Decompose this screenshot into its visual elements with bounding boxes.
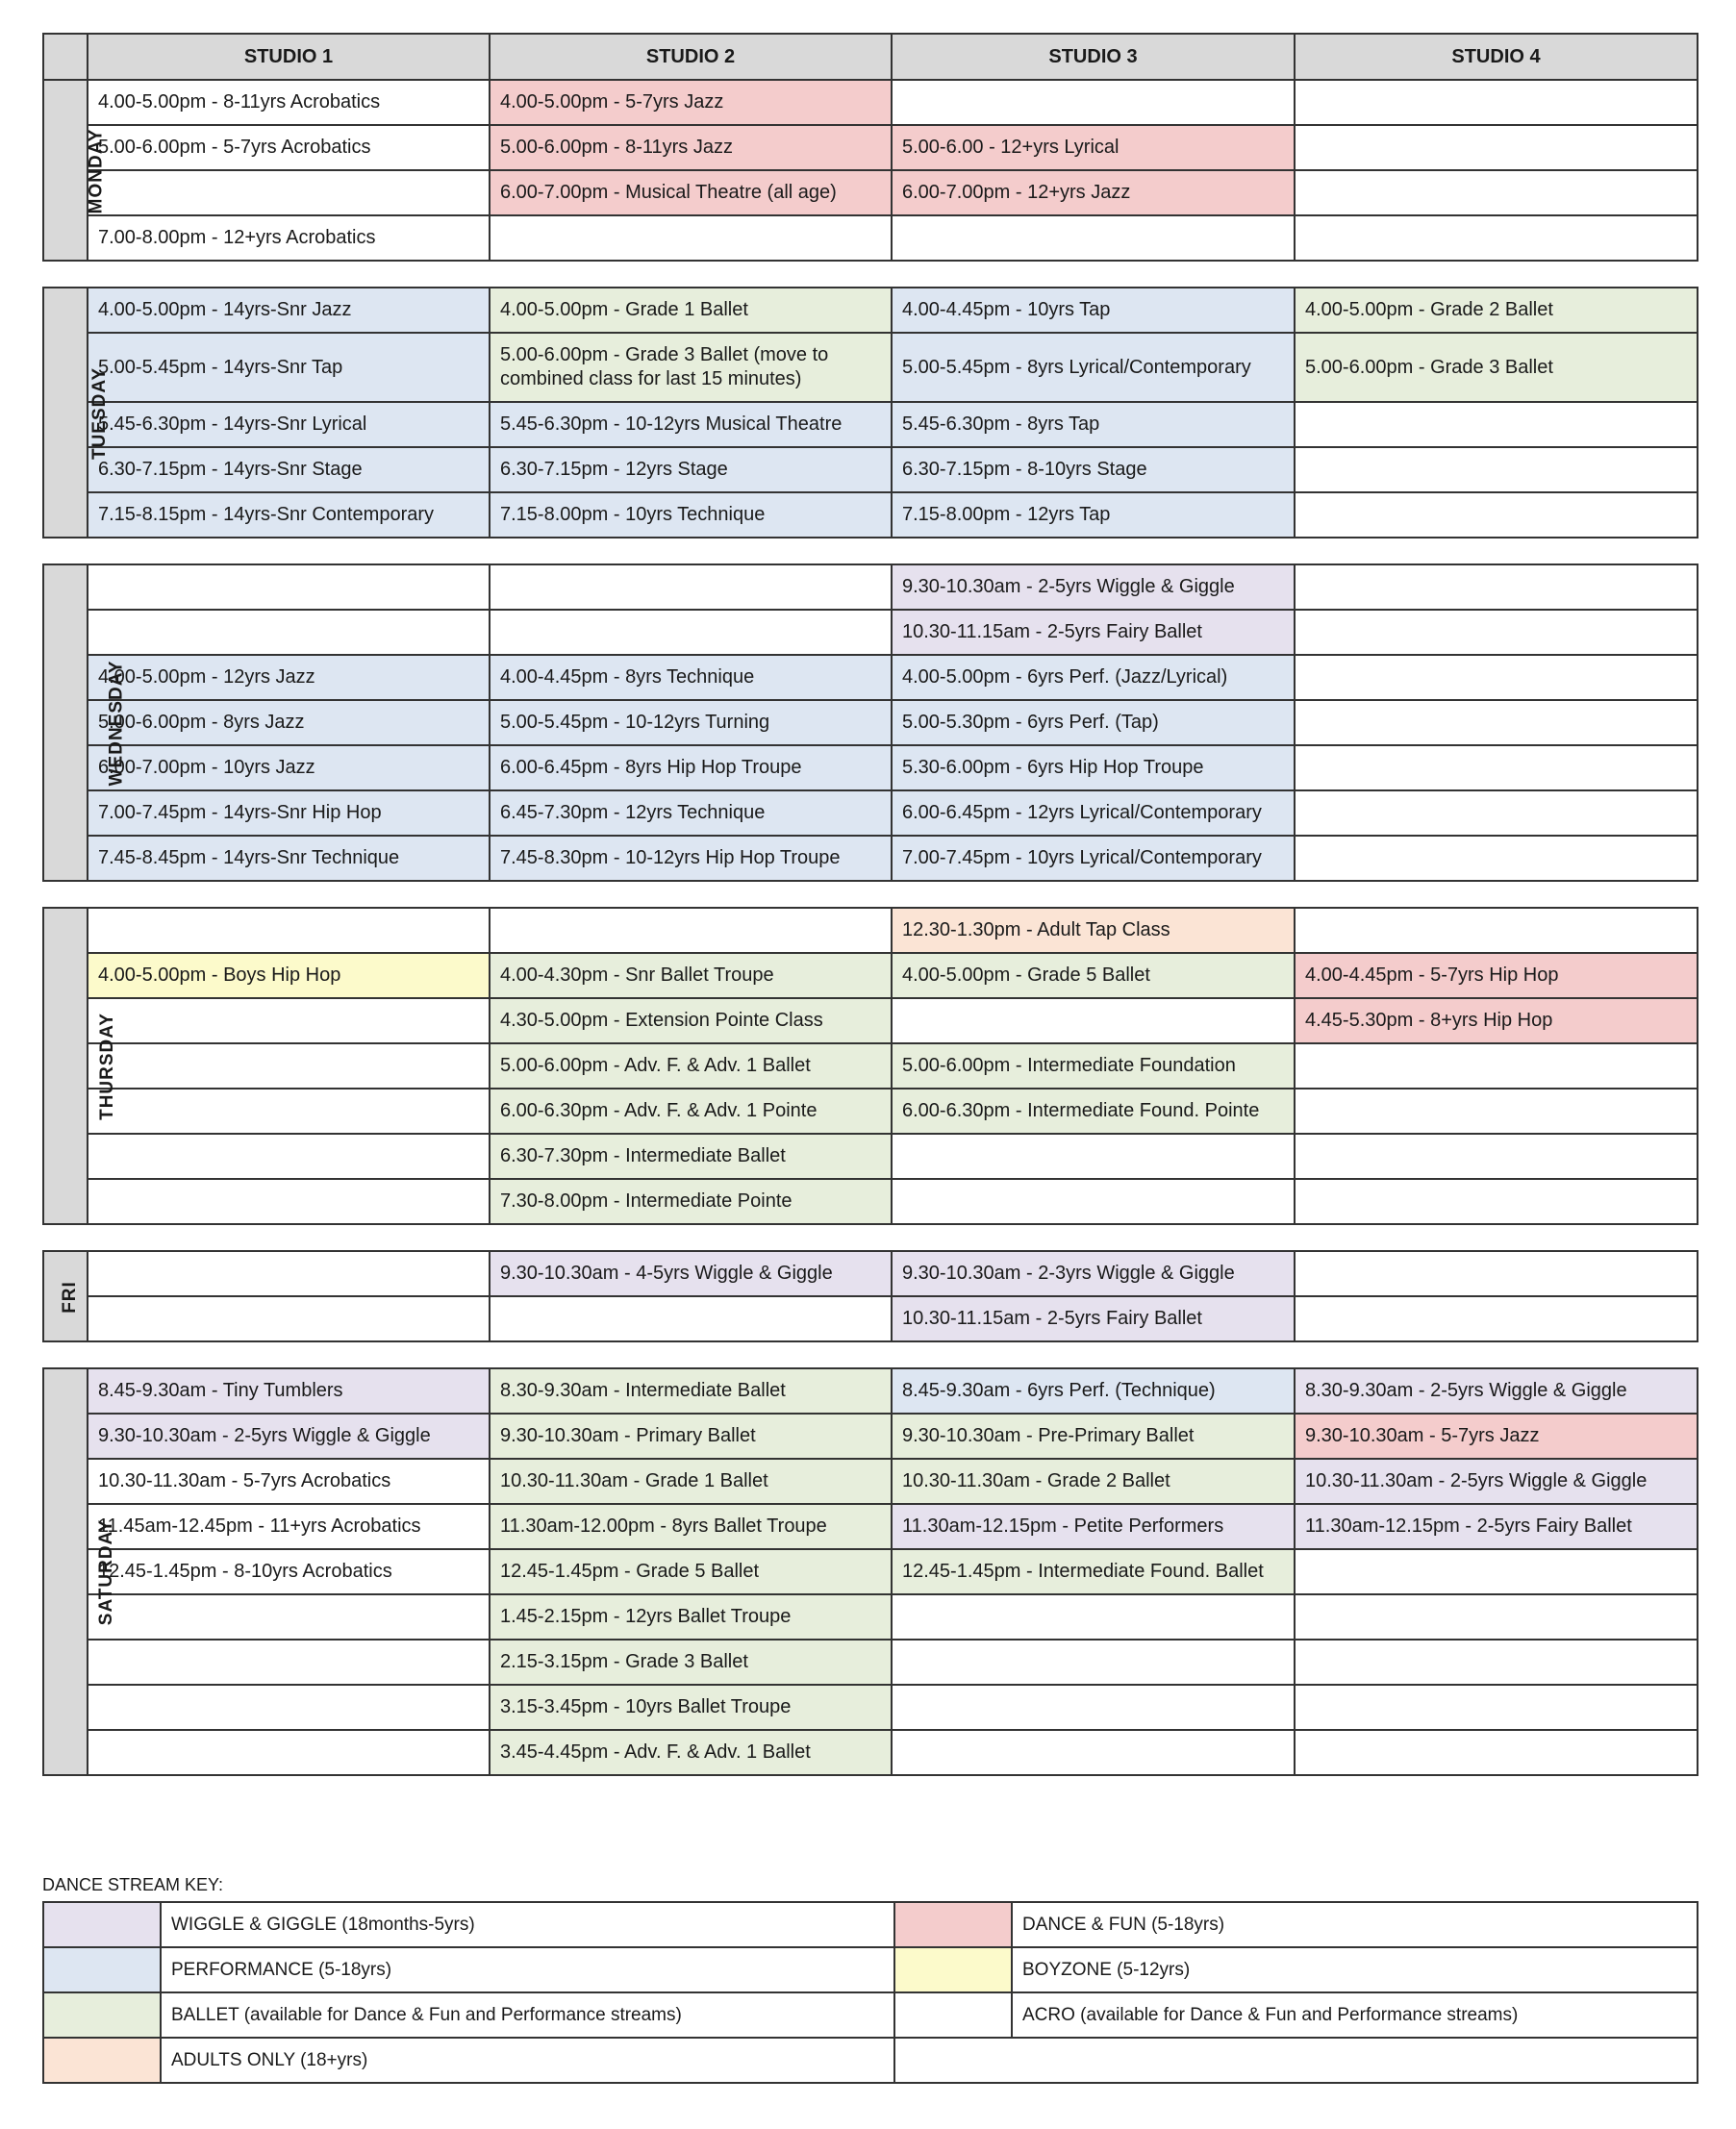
class-slot	[1295, 447, 1698, 492]
class-row	[43, 447, 1698, 492]
class-row	[43, 908, 1698, 953]
class-slot: 5.45-6.30pm - 10-12yrs Musical Theatre	[490, 402, 892, 447]
day-label-cell	[43, 564, 127, 881]
class-slot	[1295, 610, 1698, 655]
separator-cell	[43, 1341, 1698, 1368]
day-label-cell	[43, 80, 107, 261]
class-slot: 4.00-4.45pm - 5-7yrs Hip Hop	[1295, 953, 1698, 998]
class-slot: 5.00-6.00pm - Grade 3 Ballet	[1295, 333, 1698, 402]
key-label: BOYZONE (5-12yrs)	[1012, 1947, 1698, 1992]
class-slot	[88, 610, 490, 655]
class-row	[43, 170, 1698, 215]
class-slot	[1295, 215, 1698, 261]
class-row	[43, 1134, 1698, 1179]
class-slot: 6.00-6.30pm - Adv. F. & Adv. 1 Pointe	[490, 1089, 892, 1134]
class-slot: 6.00-6.45pm - 8yrs Hip Hop Troupe	[490, 745, 892, 790]
class-slot: 7.00-7.45pm - 14yrs-Snr Hip Hop	[88, 790, 490, 836]
class-slot	[1295, 908, 1698, 953]
class-slot: 12.45-1.45pm - Intermediate Found. Ballet	[892, 1549, 1295, 1594]
class-slot: 9.30-10.30am - 4-5yrs Wiggle & Giggle	[490, 1251, 892, 1296]
separator-cell	[43, 261, 1698, 288]
class-slot	[892, 1730, 1295, 1775]
separator-cell	[43, 881, 1698, 908]
class-slot: 8.45-9.30am - Tiny Tumblers	[88, 1368, 490, 1414]
class-slot: 6.00-7.00pm - 10yrs Jazz	[88, 745, 490, 790]
class-slot	[88, 1179, 490, 1224]
key-label: WIGGLE & GIGGLE (18months-5yrs)	[161, 1902, 894, 1947]
class-slot: 5.00-6.00pm - Grade 3 Ballet (move to combined class for last 15 minutes)	[490, 333, 892, 402]
class-slot: 7.00-7.45pm - 10yrs Lyrical/Contemporary	[892, 836, 1295, 881]
class-row	[43, 745, 1698, 790]
class-slot: 9.30-10.30am - 2-3yrs Wiggle & Giggle	[892, 1251, 1295, 1296]
class-slot	[1295, 564, 1698, 610]
class-slot	[892, 1594, 1295, 1640]
class-row	[43, 80, 1698, 125]
class-slot: 3.45-4.45pm - Adv. F. & Adv. 1 Ballet	[490, 1730, 892, 1775]
separator-cell	[43, 538, 1698, 564]
class-slot: 9.30-10.30am - Primary Ballet	[490, 1414, 892, 1459]
class-slot	[88, 1043, 490, 1089]
class-row	[43, 610, 1698, 655]
class-row	[43, 836, 1698, 881]
key-label: ACRO (available for Dance & Fun and Performance streams)	[1012, 1992, 1698, 2038]
class-slot: 10.30-11.15am - 2-5yrs Fairy Ballet	[892, 1296, 1295, 1341]
class-slot: 7.45-8.30pm - 10-12yrs Hip Hop Troupe	[490, 836, 892, 881]
class-slot: 5.00-6.00pm - Adv. F. & Adv. 1 Ballet	[490, 1043, 892, 1089]
class-slot: 5.00-5.45pm - 8yrs Lyrical/Contemporary	[892, 333, 1295, 402]
key-swatch	[894, 1947, 1012, 1992]
class-slot: 8.30-9.30am - 2-5yrs Wiggle & Giggle	[1295, 1368, 1698, 1414]
class-slot: 4.00-5.00pm - Boys Hip Hop	[88, 953, 490, 998]
class-row	[43, 1640, 1698, 1685]
class-slot	[88, 1730, 490, 1775]
class-slot: 6.00-7.00pm - 12+yrs Jazz	[892, 170, 1295, 215]
class-slot	[88, 1640, 490, 1685]
class-slot	[1295, 1296, 1698, 1341]
day-separator	[43, 881, 1698, 908]
class-slot: 7.45-8.45pm - 14yrs-Snr Technique	[88, 836, 490, 881]
class-slot	[88, 908, 490, 953]
day-label: SATURDAY	[96, 1518, 117, 1626]
class-slot: 4.00-5.00pm - 8-11yrs Acrobatics	[88, 80, 490, 125]
class-slot: 2.15-3.15pm - Grade 3 Ballet	[490, 1640, 892, 1685]
key-swatch	[894, 1992, 1012, 2038]
class-slot	[1295, 1685, 1698, 1730]
class-slot: 12.45-1.45pm - Grade 5 Ballet	[490, 1549, 892, 1594]
day-label: WEDNESDAY	[106, 660, 127, 787]
day-label-cell	[43, 288, 111, 538]
class-slot: 4.00-5.00pm - 14yrs-Snr Jazz	[88, 288, 490, 333]
key-swatch	[43, 2038, 161, 2083]
class-slot: 11.30am-12.15pm - 2-5yrs Fairy Ballet	[1295, 1504, 1698, 1549]
key-swatch	[894, 1902, 1012, 1947]
class-slot: 7.15-8.00pm - 12yrs Tap	[892, 492, 1295, 538]
class-slot: 4.00-5.00pm - 6yrs Perf. (Jazz/Lyrical)	[892, 655, 1295, 700]
class-slot: 7.15-8.15pm - 14yrs-Snr Contemporary	[88, 492, 490, 538]
class-slot	[490, 610, 892, 655]
class-slot: 5.00-5.45pm - 14yrs-Snr Tap	[88, 333, 490, 402]
day-separator	[43, 1341, 1698, 1368]
class-slot: 7.00-8.00pm - 12+yrs Acrobatics	[88, 215, 490, 261]
class-row	[43, 1043, 1698, 1089]
class-slot: 6.30-7.15pm - 8-10yrs Stage	[892, 447, 1295, 492]
class-row	[43, 1179, 1698, 1224]
day-label: FRI	[59, 1280, 80, 1314]
class-slot	[892, 80, 1295, 125]
class-slot: 8.45-9.30am - 6yrs Perf. (Technique)	[892, 1368, 1295, 1414]
class-slot: 5.00-6.00 - 12+yrs Lyrical	[892, 125, 1295, 170]
class-slot	[892, 1134, 1295, 1179]
class-slot: 5.00-6.00pm - 5-7yrs Acrobatics	[88, 125, 490, 170]
class-row	[43, 998, 1698, 1043]
day-label: THURSDAY	[96, 1013, 117, 1120]
class-slot	[1295, 790, 1698, 836]
class-slot	[1295, 1179, 1698, 1224]
class-slot	[892, 1179, 1295, 1224]
class-slot: 7.15-8.00pm - 10yrs Technique	[490, 492, 892, 538]
class-slot: 4.30-5.00pm - Extension Pointe Class	[490, 998, 892, 1043]
class-slot	[88, 564, 490, 610]
class-slot: 6.00-6.30pm - Intermediate Found. Pointe	[892, 1089, 1295, 1134]
header-corner	[43, 34, 88, 80]
day-label-cell	[43, 1251, 88, 1341]
class-slot: 6.30-7.15pm - 12yrs Stage	[490, 447, 892, 492]
class-slot: 6.30-7.30pm - Intermediate Ballet	[490, 1134, 892, 1179]
class-slot: 9.30-10.30am - Pre-Primary Ballet	[892, 1414, 1295, 1459]
class-slot	[88, 1089, 490, 1134]
class-slot	[490, 1296, 892, 1341]
class-slot	[88, 1594, 490, 1640]
class-slot: 10.30-11.30am - Grade 1 Ballet	[490, 1459, 892, 1504]
key-swatch	[43, 1902, 161, 1947]
class-slot	[88, 1685, 490, 1730]
class-slot: 5.00-6.00pm - Intermediate Foundation	[892, 1043, 1295, 1089]
class-row	[43, 333, 1698, 402]
day-label: TUESDAY	[89, 366, 111, 460]
class-slot: 12.45-1.45pm - 8-10yrs Acrobatics	[88, 1549, 490, 1594]
class-slot: 5.00-6.00pm - 8yrs Jazz	[88, 700, 490, 745]
day-label-cell	[43, 1368, 117, 1775]
class-slot	[1295, 125, 1698, 170]
class-slot	[892, 998, 1295, 1043]
class-row	[43, 1296, 1698, 1341]
class-slot: 12.30-1.30pm - Adult Tap Class	[892, 908, 1295, 953]
class-slot: 4.00-5.00pm - 12yrs Jazz	[88, 655, 490, 700]
class-row	[43, 492, 1698, 538]
class-slot	[1295, 1730, 1698, 1775]
class-slot: 6.00-7.00pm - Musical Theatre (all age)	[490, 170, 892, 215]
class-slot: 10.30-11.30am - 2-5yrs Wiggle & Giggle	[1295, 1459, 1698, 1504]
class-slot: 8.30-9.30am - Intermediate Ballet	[490, 1368, 892, 1414]
class-slot: 4.00-5.00pm - Grade 1 Ballet	[490, 288, 892, 333]
class-row	[43, 700, 1698, 745]
class-row	[43, 564, 1698, 610]
stream-key	[42, 1901, 1698, 2084]
class-slot	[490, 215, 892, 261]
class-row	[43, 1549, 1698, 1594]
class-slot: 11.30am-12.15pm - Petite Performers	[892, 1504, 1295, 1549]
class-row	[43, 1251, 1698, 1296]
class-slot: 6.30-7.15pm - 14yrs-Snr Stage	[88, 447, 490, 492]
class-slot: 10.30-11.15am - 2-5yrs Fairy Ballet	[892, 610, 1295, 655]
class-slot: 6.00-6.45pm - 12yrs Lyrical/Contemporary	[892, 790, 1295, 836]
class-slot	[88, 1251, 490, 1296]
class-slot: 4.00-4.45pm - 8yrs Technique	[490, 655, 892, 700]
class-slot: 5.45-6.30pm - 8yrs Tap	[892, 402, 1295, 447]
class-slot: 11.30am-12.00pm - 8yrs Ballet Troupe	[490, 1504, 892, 1549]
class-slot: 9.30-10.30am - 5-7yrs Jazz	[1295, 1414, 1698, 1459]
class-slot: 4.00-4.45pm - 10yrs Tap	[892, 288, 1295, 333]
key-label: ADULTS ONLY (18+yrs)	[161, 2038, 894, 2083]
timetable-grid	[42, 33, 1698, 1776]
class-slot	[1295, 402, 1698, 447]
class-slot	[490, 564, 892, 610]
day-label: MONDAY	[86, 128, 107, 213]
class-slot	[1295, 655, 1698, 700]
class-slot	[1295, 170, 1698, 215]
studio-header: STUDIO 1	[88, 34, 490, 80]
studio-header: STUDIO 4	[1295, 34, 1698, 80]
class-slot: 4.00-5.00pm - Grade 5 Ballet	[892, 953, 1295, 998]
timetable	[42, 33, 1697, 1776]
class-row	[43, 790, 1698, 836]
class-slot	[1295, 80, 1698, 125]
class-slot: 4.00-4.30pm - Snr Ballet Troupe	[490, 953, 892, 998]
class-slot	[1295, 492, 1698, 538]
class-slot	[892, 215, 1295, 261]
class-slot	[1295, 1251, 1698, 1296]
class-slot: 1.45-2.15pm - 12yrs Ballet Troupe	[490, 1594, 892, 1640]
studio-header: STUDIO 3	[892, 34, 1295, 80]
class-slot: 4.45-5.30pm - 8+yrs Hip Hop	[1295, 998, 1698, 1043]
key-row	[43, 1902, 1698, 1947]
class-slot: 9.30-10.30am - 2-5yrs Wiggle & Giggle	[892, 564, 1295, 610]
class-slot: 11.45am-12.45pm - 11+yrs Acrobatics	[88, 1504, 490, 1549]
day-label-cell	[43, 908, 117, 1224]
class-slot: 5.30-6.00pm - 6yrs Hip Hop Troupe	[892, 745, 1295, 790]
class-slot	[1295, 1640, 1698, 1685]
key-row	[43, 1947, 1698, 1992]
class-slot: 6.45-7.30pm - 12yrs Technique	[490, 790, 892, 836]
class-slot: 3.15-3.45pm - 10yrs Ballet Troupe	[490, 1685, 892, 1730]
class-row	[43, 125, 1698, 170]
class-row	[43, 288, 1698, 333]
class-slot	[892, 1640, 1295, 1685]
class-slot	[1295, 1089, 1698, 1134]
class-slot	[88, 1296, 490, 1341]
class-slot: 4.00-5.00pm - Grade 2 Ballet	[1295, 288, 1698, 333]
class-slot: 10.30-11.30am - Grade 2 Ballet	[892, 1459, 1295, 1504]
class-row	[43, 1368, 1698, 1414]
class-row	[43, 655, 1698, 700]
class-slot	[1295, 836, 1698, 881]
class-slot	[88, 170, 490, 215]
class-slot	[1295, 1594, 1698, 1640]
key-title: DANCE STREAM KEY:	[42, 1875, 224, 1894]
class-slot	[1295, 745, 1698, 790]
day-separator	[43, 538, 1698, 564]
class-row	[43, 1089, 1698, 1134]
class-slot: 4.00-5.00pm - 5-7yrs Jazz	[490, 80, 892, 125]
studio-header: STUDIO 2	[490, 34, 892, 80]
class-slot: 5.00-5.45pm - 10-12yrs Turning	[490, 700, 892, 745]
class-row	[43, 1504, 1698, 1549]
studio-header-row	[43, 34, 1698, 80]
key-label: BALLET (available for Dance & Fun and Performance streams)	[161, 1992, 894, 2038]
class-row	[43, 215, 1698, 261]
key-swatch	[43, 1947, 161, 1992]
class-slot: 5.00-5.30pm - 6yrs Perf. (Tap)	[892, 700, 1295, 745]
class-row	[43, 1594, 1698, 1640]
day-separator	[43, 261, 1698, 288]
class-slot	[1295, 1549, 1698, 1594]
day-separator	[43, 1224, 1698, 1251]
class-row	[43, 1730, 1698, 1775]
key-label: PERFORMANCE (5-18yrs)	[161, 1947, 894, 1992]
class-slot	[490, 908, 892, 953]
class-slot: 5.45-6.30pm - 14yrs-Snr Lyrical	[88, 402, 490, 447]
key-swatch	[43, 1992, 161, 2038]
class-slot: 10.30-11.30am - 5-7yrs Acrobatics	[88, 1459, 490, 1504]
class-slot: 7.30-8.00pm - Intermediate Pointe	[490, 1179, 892, 1224]
class-row	[43, 402, 1698, 447]
class-row	[43, 1685, 1698, 1730]
key-row	[43, 2038, 1698, 2083]
key-row	[43, 1992, 1698, 2038]
class-row	[43, 953, 1698, 998]
class-slot	[892, 1685, 1295, 1730]
separator-cell	[43, 1224, 1698, 1251]
key-label: DANCE & FUN (5-18yrs)	[1012, 1902, 1698, 1947]
class-slot	[1295, 1043, 1698, 1089]
class-slot	[1295, 1134, 1698, 1179]
class-slot	[1295, 700, 1698, 745]
class-slot: 9.30-10.30am - 2-5yrs Wiggle & Giggle	[88, 1414, 490, 1459]
class-slot	[88, 1134, 490, 1179]
class-row	[43, 1414, 1698, 1459]
class-slot: 5.00-6.00pm - 8-11yrs Jazz	[490, 125, 892, 170]
class-row	[43, 1459, 1698, 1504]
class-slot	[88, 998, 490, 1043]
key-swatch	[894, 2038, 1698, 2083]
